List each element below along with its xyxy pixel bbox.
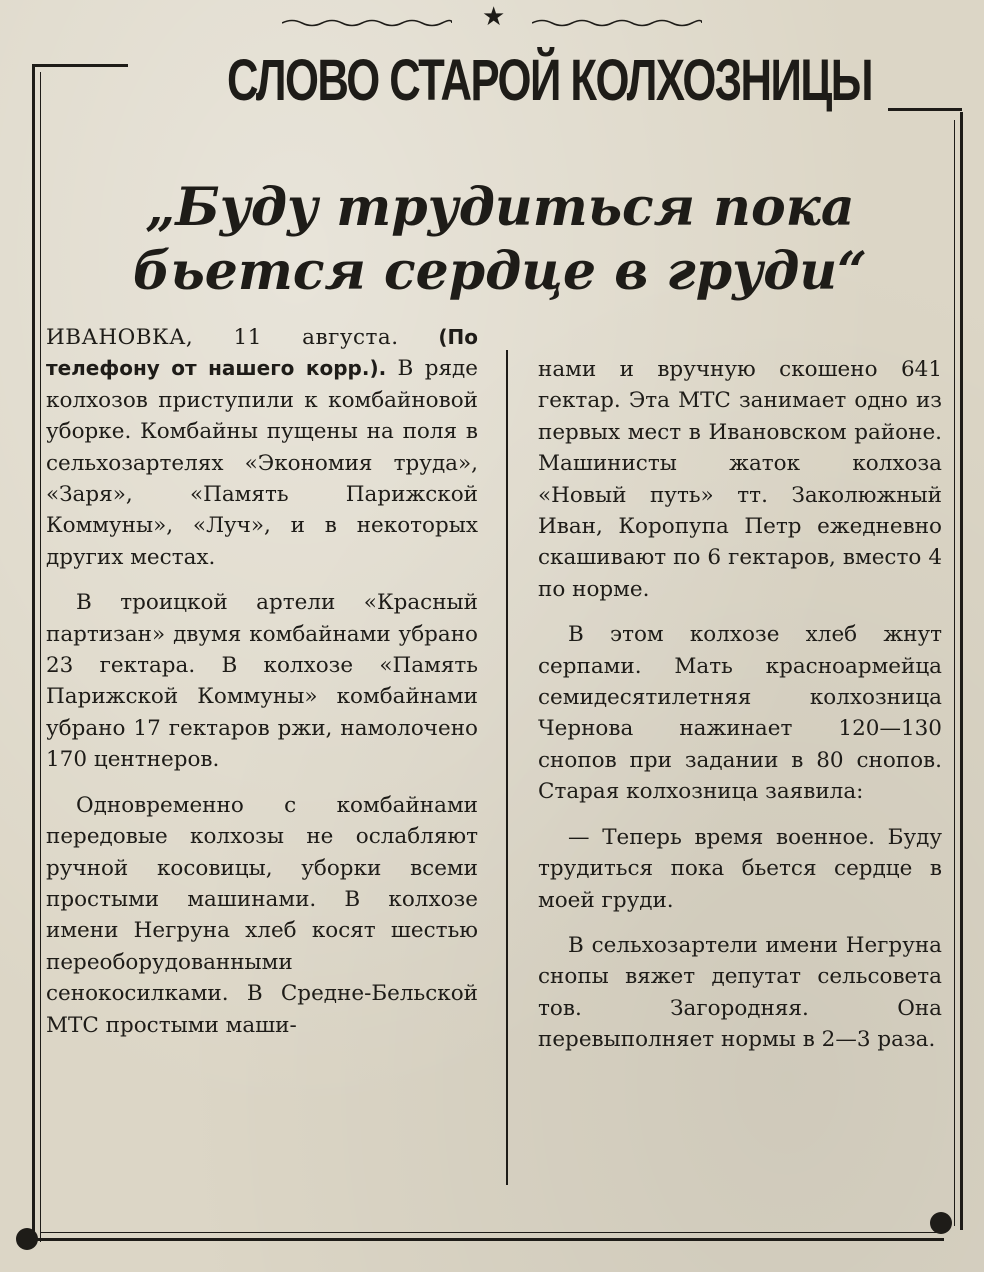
- article-paragraph: В троицкой артели «Красный партизан» двумя комбайнами убрано 23 гектара. В колхозе «Память Парижской Коммуны» комбайнами убрано 17 гектаров ржи, намолочено 170 центнеров.: [46, 590, 478, 773]
- column-divider: [506, 350, 508, 1185]
- correspondent-note: (По телефону от нашего корр.).: [46, 325, 478, 381]
- paragraph-text: В ряде колхозов приступили к комбайновой уборке. Комбайны пущены на поля в сельхозартелях «Экономия труда», «Заря», «Память Парижской Коммуны», «Луч», и в некоторых других местах.: [46, 356, 478, 570]
- frame-right: [960, 112, 963, 1230]
- article-column-left: [46, 322, 478, 1055]
- frame-bottom: [32, 1238, 944, 1241]
- article-paragraph: В сельхозартели имени Негруна снопы вяжет депутат сельсовета тов. Загородняя. Она перевыполняет нормы в 2—3 раза.: [538, 932, 942, 1053]
- article-paragraph: Одновременно с комбайнами передовые колхозы не ослабляют ручной косовицы, уборки всеми простыми машинами. В колхозе имени Негруна хлеб косят шестью переоборудованными сенокосилками. В Средне-Бельской МТС простыми маши-: [46, 792, 478, 1038]
- frame-left: [32, 64, 35, 1242]
- star-icon: ★: [482, 2, 506, 32]
- wave-ornament-left: [282, 18, 452, 28]
- subheadline-line-1: „Буду трудиться пока: [145, 177, 855, 238]
- frame-left-inner: [40, 72, 41, 1242]
- article-paragraph: В этом колхозе хлеб жнут серпами. Мать красноармейца семидесятилетняя колхозница Чернова нажинает 120—130 снопов при задании в 80 снопов. Старая колхозница заявила:: [538, 622, 942, 805]
- headline: СЛОВО СТАРОЙ КОЛХОЗНИЦЫ: [227, 46, 872, 113]
- frame-top-left: [32, 64, 128, 67]
- dateline: ИВАНОВКА, 11 августа.: [46, 325, 399, 350]
- frame-corner-dot-left: [16, 1228, 38, 1250]
- article-paragraph: — Теперь время военное. Буду трудиться пока бьется сердце в моей груди.: [538, 824, 942, 913]
- article-column-right: [538, 354, 942, 1070]
- article-paragraph: [46, 322, 478, 573]
- frame-corner-dot-right: [930, 1212, 952, 1234]
- frame-top-right: [888, 108, 962, 111]
- subheadline-line-2: бьется сердце в груди“: [132, 241, 868, 302]
- frame-bottom-inner: [40, 1232, 940, 1233]
- wave-ornament-right: [532, 18, 702, 28]
- frame-right-inner: [954, 120, 955, 1226]
- article-paragraph: нами и вручную скошено 641 гектар. Эта МТС занимает одно из первых мест в Ивановском районе. Машинисты жаток колхоза «Новый путь» тт. Заколюжный Иван, Коропупа Петр ежедневно скашивают по 6 гектаров, вместо 4 по норме.: [538, 357, 942, 602]
